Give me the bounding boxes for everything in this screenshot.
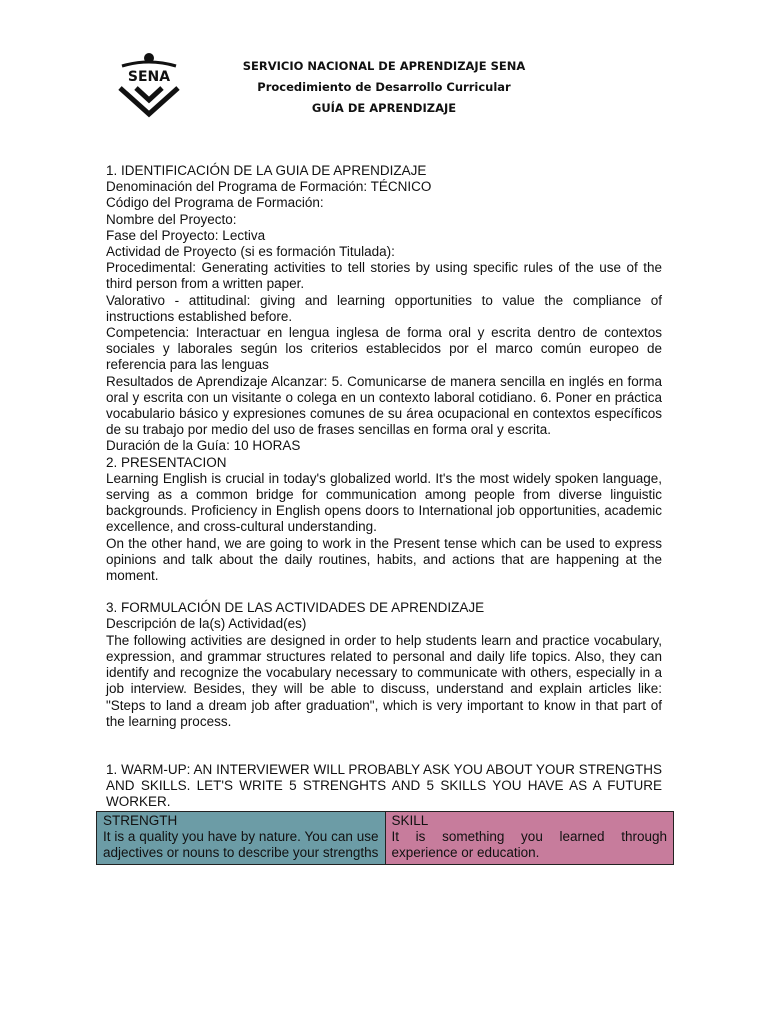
- section1-title: 1. IDENTIFICACIÓN DE LA GUIA DE APRENDIZAJE: [106, 163, 427, 178]
- project-activity: Actividad de Proyecto (si es formación Titulada):: [106, 244, 395, 260]
- strength-description: It is a quality you have by nature. You can use adjectives or nouns to describe your strengths: [103, 828, 379, 860]
- program-denomination: Denominación del Programa de Formación: TÉCNICO: [106, 179, 432, 195]
- project-phase: Fase del Proyecto: Lectiva: [106, 227, 266, 243]
- valorativo-text: Valorativo - attitudinal: giving and learning opportunities to value the compliance of instructions established before.: [106, 292, 662, 324]
- activities-description: The following activities are designed in order to help students learn and practice vocabulary, expression, and grammar structures related to personal and daily life topics. Also, they can identify and recognize the vocabulary necessary to communicate with others, especially in a job interview. Besides, they will be able to discuss, understand and explain articles like: "Steps to land a dream job after graduation", which is very important to know in that part of the learning process.: [106, 632, 662, 729]
- skill-title: SKILL: [391, 812, 429, 828]
- procedimental-text: Procedimental: Generating activities to tell stories by using specific rules of the use of the third person from a written paper.: [106, 260, 662, 292]
- strength-title: STRENGTH: [103, 812, 178, 828]
- presentation-paragraph-1: Learning English is crucial in today's globalized world. It's the most widely spoken language, serving as a common bridge for communication among people from diverse linguistic backgrounds. Proficiency in English opens doors to International job opportunities, academic excellence, and cross-cultural understanding.: [106, 470, 662, 535]
- header-institution: SERVICIO NACIONAL DE APRENDIZAJE SENA: [242, 59, 526, 73]
- logo-text: SENA: [127, 69, 171, 85]
- presentation-paragraph-2: On the other hand, we are going to work in the Present tense which can be used to express opinions and talk about the daily routines, habits, and actions that are happening at the moment.: [106, 535, 662, 584]
- section3-title: 3. FORMULACIÓN DE LAS ACTIVIDADES DE APRENDIZAJE: [106, 600, 485, 616]
- section2-title: 2. PRESENTACION: [106, 454, 227, 470]
- strength-skill-table: [96, 811, 674, 866]
- competencia-text: Competencia: Interactuar en lengua inglesa de forma oral y escrita dentro de contextos sociales y laborales según los criterios establecidos por el marco común europeo de referencia para las lenguas: [106, 325, 662, 373]
- strength-cell: [97, 811, 386, 865]
- program-code: Código del Programa de Formación:: [106, 195, 324, 211]
- header-procedure: Procedimiento de Desarrollo Curricular: [257, 80, 511, 94]
- activities-subtitle: Descripción de la(s) Actividad(es): [106, 616, 307, 632]
- guide-duration: Duración de la Guía: 10 HORAS: [106, 438, 301, 454]
- sena-logo: [112, 52, 186, 118]
- document-header: [200, 56, 568, 119]
- resultados-text: Resultados de Aprendizaje Alcanzar: 5. Comunicarse de manera sencilla en inglés en forma oral y escrita con un visitante o colega en un contexto laboral cotidiano. 6. Poner en práctica vocabulario básico y expresiones comunes de su área ocupacional en contextos específicos de su trabajo por medio del uso de frases sencillas en forma oral y escrita.: [106, 373, 662, 438]
- skill-description: It is something you learned through experience or education.: [391, 828, 667, 860]
- document-body: [103, 163, 667, 865]
- skill-cell: [385, 811, 674, 865]
- header-guide-title: GUÍA DE APRENDIZAJE: [311, 101, 457, 115]
- warmup-instructions: 1. WARM-UP: AN INTERVIEWER WILL PROBABLY ASK YOU ABOUT YOUR STRENGTHS AND SKILLS. LET'S WRITE 5 STRENGHTS AND 5 SKILLS YOU HAVE AS A FUTURE WORKER.: [106, 761, 662, 810]
- project-name: Nombre del Proyecto:: [106, 211, 237, 227]
